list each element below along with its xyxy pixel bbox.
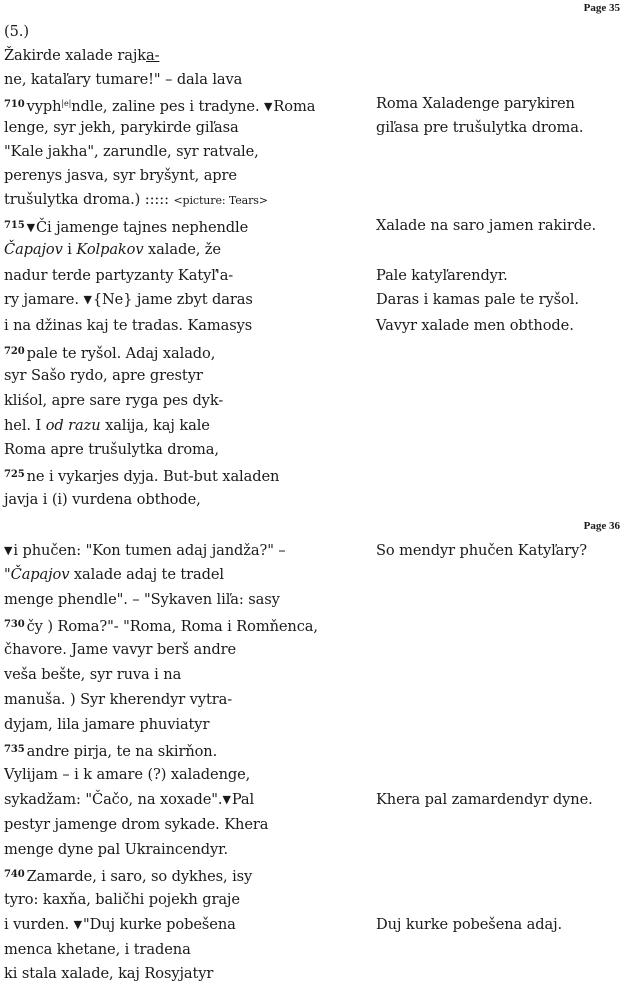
- triangle-marker-icon: ▼: [26, 221, 35, 234]
- page-number-36: Page 36: [583, 520, 620, 532]
- verse-line: $^{710}$ vyph$^{|e|}$ndle, zaline pes i tradyne. ▼Roma: [4, 98, 316, 115]
- gloss-line: Daras i kamas pale te ryšol.: [376, 291, 579, 308]
- verse-line: i na džinas kaj te tradas. Kamasys: [4, 317, 253, 334]
- line-number: 740: [4, 869, 25, 880]
- triangle-marker-icon: ▼: [4, 544, 13, 557]
- verse-line: lenge, syr jekh, parykirde giľasa: [4, 119, 239, 136]
- verse-line: hel. I od razu xalija, kaj kale: [4, 417, 210, 434]
- verse-line: nadur terde partyzanty Katyľ'a-: [4, 267, 234, 284]
- verse-line: veša bešte, syr ruva i na: [4, 666, 182, 683]
- gloss-line: giľasa pre trušulytka droma.: [376, 119, 584, 136]
- verse-line: čhavore. Jame vavyr berš andre: [4, 641, 237, 658]
- verse-line: $^{730}$ čy ) Roma?"- "Roma, Roma i Romňenca,: [4, 618, 318, 635]
- gloss-line: Xalade na saro jamen rakirde.: [376, 217, 597, 234]
- verse-line: trušulytka droma.) ::::: <picture: Tears>: [4, 191, 268, 208]
- verse-line: $^{715}$ ▼Či jamenge tajnes nephendle: [4, 219, 249, 236]
- verse-line: Vylijam – i k amare (?) xaladenge,: [4, 766, 251, 783]
- verse-line: $^{740}$ Zamarde, i saro, so dykhes, isy: [4, 868, 253, 885]
- triangle-marker-icon: ▼: [264, 100, 273, 113]
- gloss-line: Duj kurke pobešena adaj.: [376, 916, 563, 933]
- verse-line: javja i (i) vurdena obthode,: [4, 491, 201, 508]
- verse-line: manuša. ) Syr kherendyr vytra-: [4, 691, 233, 708]
- gloss-line: Roma Xaladenge parykiren: [376, 95, 575, 112]
- verse-line: $^{735}$ andre pirja, te na skirňon.: [4, 743, 218, 760]
- line-number: 725: [4, 469, 25, 480]
- verse-line: "Čapajov xalade adaj te tradel: [4, 566, 224, 583]
- verse-line: Žakirde xalade rajka-: [4, 47, 160, 64]
- verse-line: tyro: kaxňa, baličhi pojekh graje: [4, 891, 240, 908]
- verse-line: Čapajov i Kolpakov xalade, že: [4, 241, 221, 258]
- verse-line: (5.): [4, 23, 29, 40]
- verse-line: ne, kataľary tumare!" – dala lava: [4, 71, 243, 88]
- superscript-note: |e|: [61, 99, 72, 108]
- verse-line: $^{720}$ pale te ryšol. Adaj xalado,: [4, 345, 216, 362]
- verse-line: sykadžam: "Čačo, na xoxade".▼Pal: [4, 791, 255, 808]
- gloss-line: So mendyr phučen Katyľary?: [376, 542, 588, 559]
- line-number: 710: [4, 99, 25, 110]
- gloss-line: Pale katyľarendyr.: [376, 267, 508, 284]
- gloss-line: Khera pal zamardendyr dyne.: [376, 791, 593, 808]
- verse-line: "Kale jakha", zarundle, syr ratvale,: [4, 143, 259, 160]
- triangle-marker-icon: ▼: [222, 793, 231, 806]
- line-number: 720: [4, 346, 25, 357]
- verse-line: pestyr jamenge drom sykade. Khera: [4, 816, 269, 833]
- verse-line: $^{725}$ ne i vykarjes dyja. But-but xaladen: [4, 468, 280, 485]
- underlined-text: a-: [146, 47, 160, 64]
- verse-line: ki stala xalade, kaj Rosyjatyr: [4, 965, 214, 982]
- verse-line: ▼i phučen: "Kon tumen adaj jandža?" –: [4, 542, 286, 559]
- verse-line: menge phendle". – "Sykaven liľa: sasy: [4, 591, 280, 608]
- verse-line: menge dyne pal Ukraincendyr.: [4, 841, 228, 858]
- line-number: 735: [4, 744, 25, 755]
- verse-line: i vurden. ▼"Duj kurke pobešena: [4, 916, 236, 933]
- verse-line: kliśol, apre sare ryga pes dyk-: [4, 392, 224, 409]
- verse-line: perenys jasva, syr bryšynt, apre: [4, 167, 237, 184]
- verse-line: Roma apre trušulytka droma,: [4, 441, 219, 458]
- verse-line: syr Sašo rydo, apre grestyr: [4, 367, 203, 384]
- verse-line: menca khetane, i tradena: [4, 941, 191, 958]
- gloss-line: Vavyr xalade men obthode.: [376, 317, 574, 334]
- triangle-marker-icon: ▼: [73, 918, 82, 931]
- line-number: 730: [4, 619, 25, 630]
- picture-placeholder: <picture: Tears>: [173, 194, 268, 207]
- verse-line: ry jamare. ▼{Ne} jame zbyt daras: [4, 291, 253, 308]
- verse-line: dyjam, lila jamare phuviatyr: [4, 716, 210, 733]
- triangle-marker-icon: ▼: [83, 293, 92, 306]
- page-number-35: Page 35: [583, 2, 620, 14]
- line-number: 715: [4, 220, 25, 231]
